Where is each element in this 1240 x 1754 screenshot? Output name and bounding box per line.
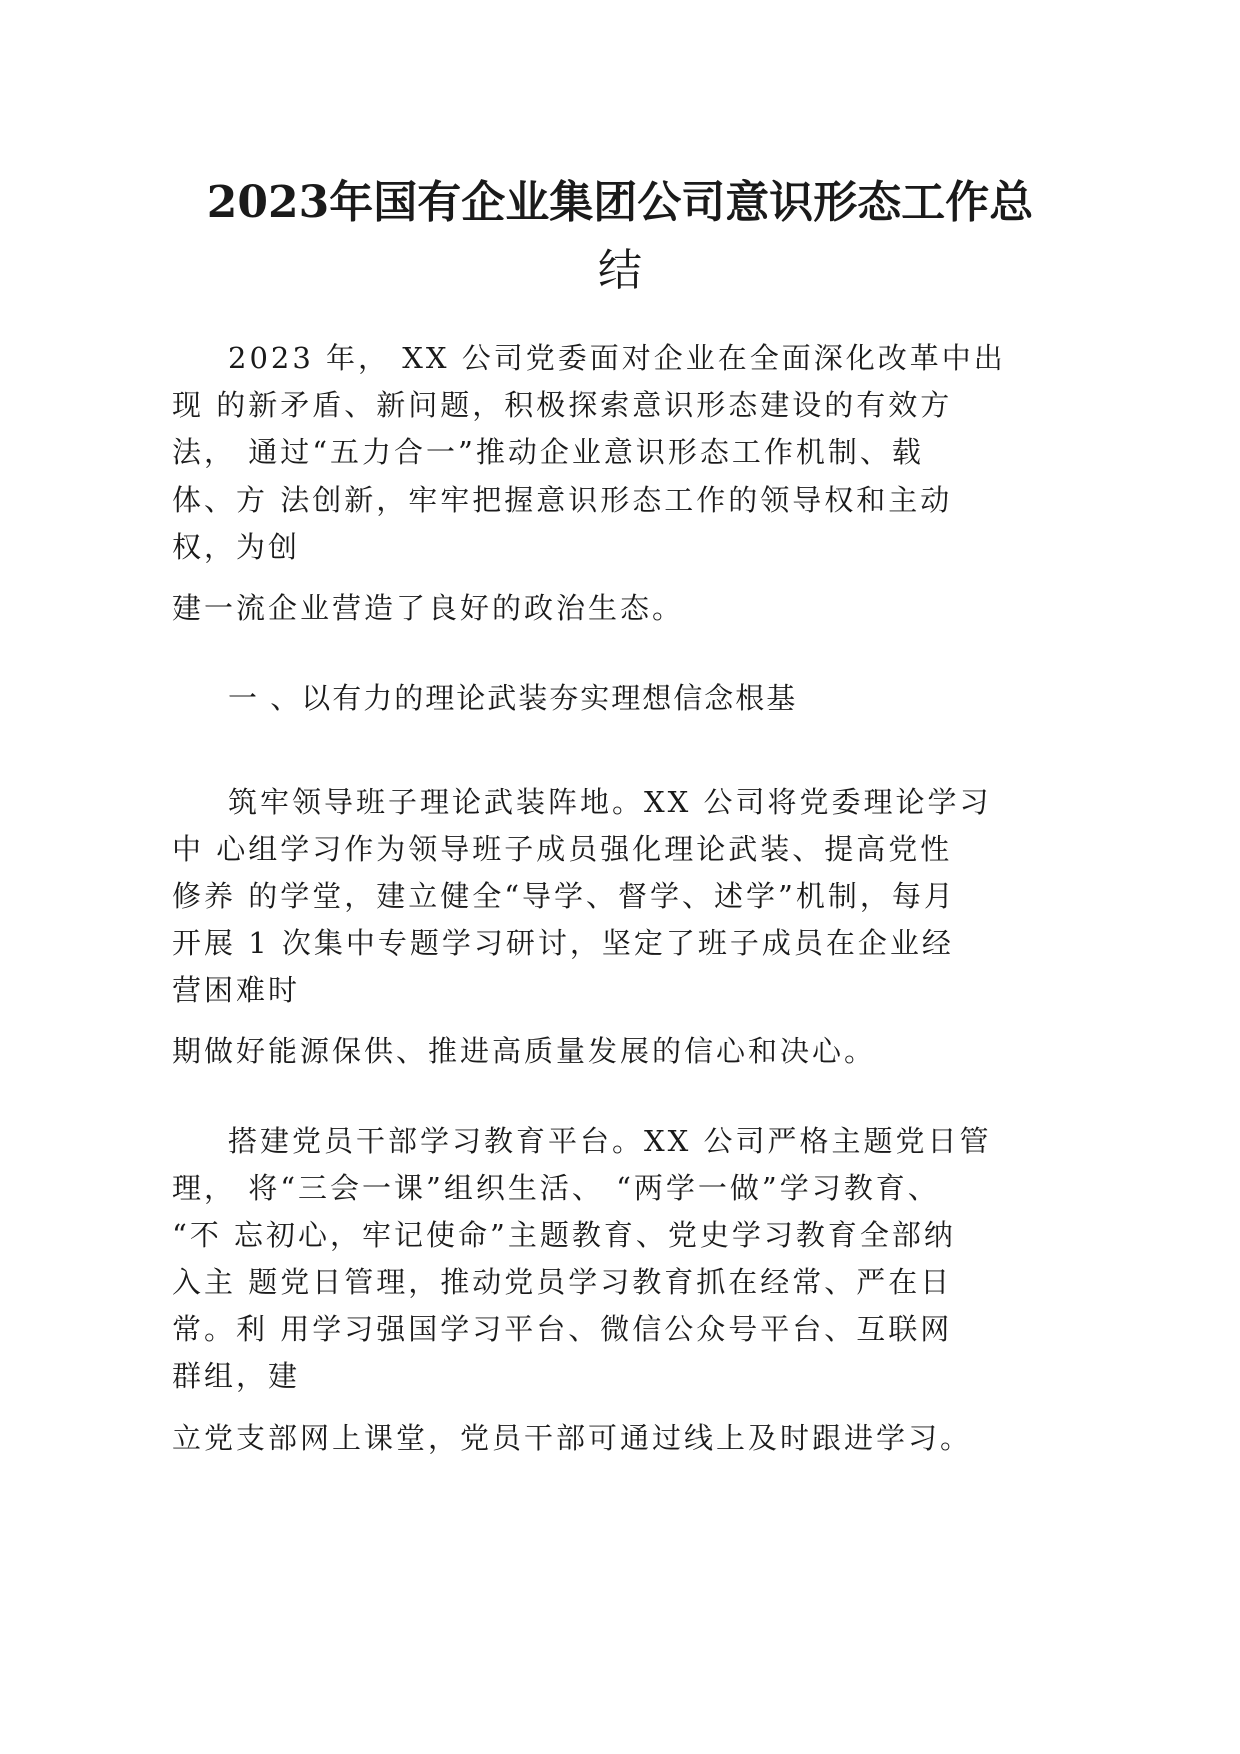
paragraph-3-line-6: 群组，建 [172, 1359, 301, 1393]
document-title-line-1: 2023年国有企业集团公司意识形态工作总 [206, 177, 1034, 228]
paragraph-2-line-1: 筑牢领导班子理论武装阵地。XX 公司将党委理论学习 [228, 785, 992, 819]
paragraph-3-tail: 立党支部网上课堂，党员干部可通过线上及时跟进学习。 [172, 1421, 973, 1455]
paragraph-3-line-3: “不 忘初心，牢记使命”主题教育、党史学习教育全部纳 [172, 1218, 956, 1252]
paragraph-1-line-3: 法， 通过“五力合一”推动企业意识形态工作机制、载 [172, 435, 924, 469]
paragraph-2-line-5: 营困难时 [172, 973, 301, 1007]
paragraph-2-line-2: 中 心组学习作为领导班子成员强化理论武装、提高党性 [172, 832, 953, 866]
paragraph-3-line-4: 入主 题党日管理，推动党员学习教育抓在经常、严在日 [172, 1265, 953, 1299]
paragraph-1-tail: 建一流企业营造了良好的政治生态。 [172, 591, 685, 625]
paragraph-3-line-5: 常。利 用学习强国学习平台、微信公众号平台、互联网 [172, 1312, 953, 1346]
paragraph-2-tail: 期做好能源保供、推进高质量发展的信心和决心。 [172, 1034, 877, 1068]
paragraph-1-line-2: 现 的新矛盾、新问题，积极探索意识形态建设的有效方 [172, 388, 953, 422]
paragraph-3-line-1: 搭建党员干部学习教育平台。XX 公司严格主题党日管 [228, 1124, 992, 1158]
paragraph-1-line-5: 权，为创 [172, 530, 301, 564]
paragraph-2-line-4: 开展 1 次集中专题学习研讨，坚定了班子成员在企业经 [172, 926, 954, 960]
section-1-heading: 一 、以有力的理论武装夯实理想信念根基 [228, 681, 798, 715]
paragraph-3-line-2: 理， 将“三会一课”组织生活、 “两学一做”学习教育、 [172, 1171, 940, 1205]
paragraph-2-line-3: 修养 的学堂，建立健全“导学、督学、述学”机制，每月 [172, 879, 956, 913]
document-title-line-2: 结 [598, 245, 642, 296]
paragraph-1-line-4: 体、方 法创新，牢牢把握意识形态工作的领导权和主动 [172, 483, 953, 517]
paragraph-1-line-1: 2023 年， XX 公司党委面对企业在全面深化改革中出 [228, 341, 1006, 375]
